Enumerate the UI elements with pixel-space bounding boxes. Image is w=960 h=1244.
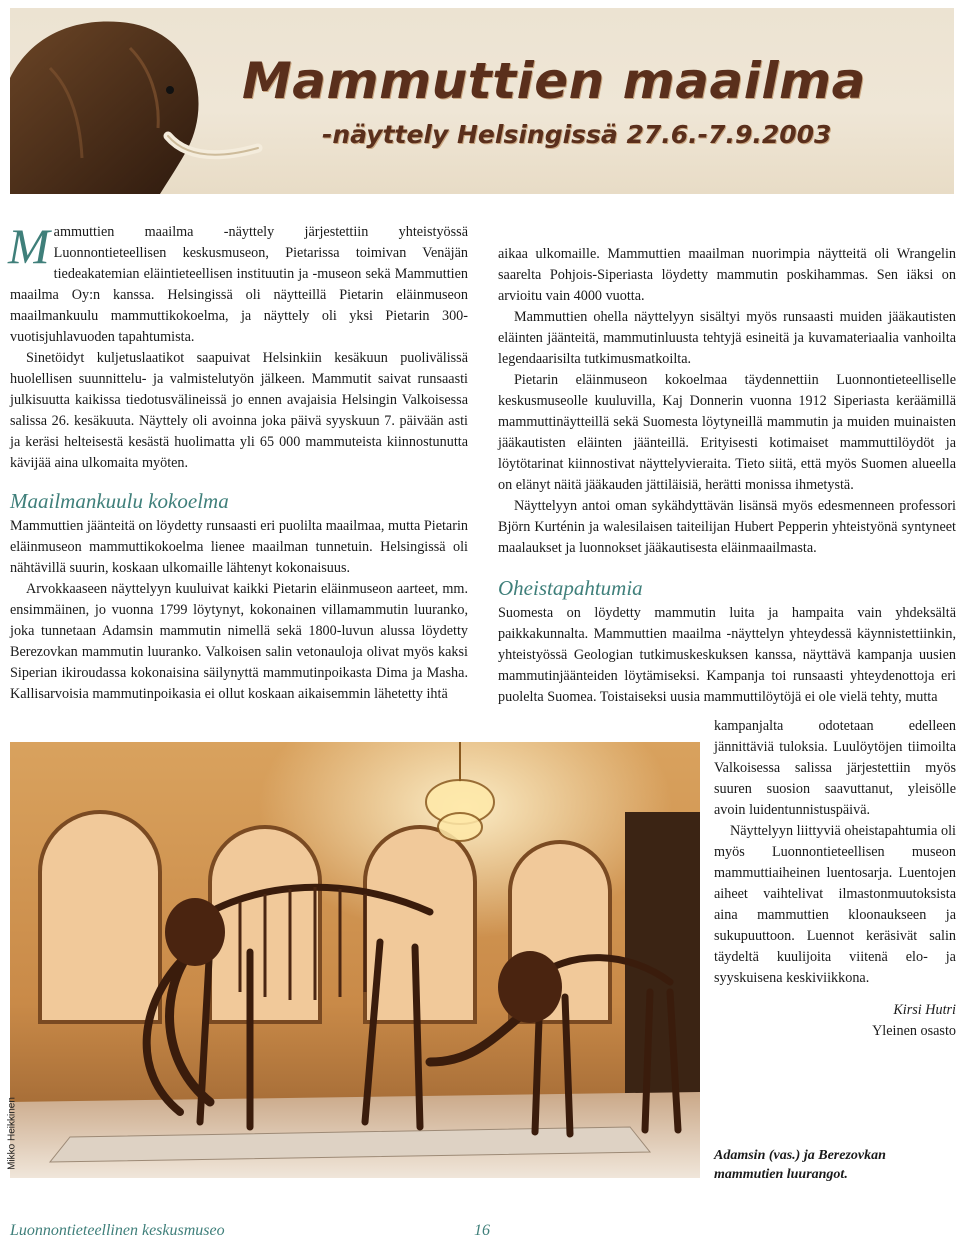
left-column <box>8 218 468 705</box>
paragraph: kampanjalta odotetaan edelleen jännittäviä tuloksia. Luulöytöjen tiimoilta Valkoisessa salissa järjestettiin myös suuren suosion saavuttanut, yleisölle avoin luidentunnistuspäivä. <box>714 718 956 818</box>
photo-credit: Mikko Heikkinen <box>6 1097 18 1170</box>
author-block <box>872 1000 956 1042</box>
drop-cap: M <box>8 218 50 274</box>
paragraph: aikaa ulkomaille. Mammuttien maailman nuorimpia näytteitä oli Wrangelin saarelta Pohjois-Siperiasta löydetty mammutin poskihammas. Sen iäksi on arvioitu vain 4000 vuotta. <box>498 246 956 304</box>
paragraph: Pietarin eläinmuseon kokoelmaa täydennettiin Luonnontieteelliselle keskusmuseolle kuuluvilla, Kaj Donnerin vuonna 1912 Siperiasta keräämillä mammuttinäytteillä sekä Suomesta löytyneillä mammutin ja muiden muinaisten jääkautisten eläinten jäänteillä. Erityisesti kotimaiset mammuttilöydöt ja löytötarinat kiinnostivat näyttelyvieraita. Tieto siitä, että myös Suomen alueella on elänyt näitä jääkauden jättiläisiä, herätti monissa ihmetystä. <box>498 372 956 493</box>
author-name: Kirsi Hutri <box>893 1002 956 1018</box>
intro-text: ammuttien maailma -näyttely järjestettiin yhteistyössä Luonnontieteellisen keskusmuseon, Pietarissa toimivan Venäjän tiedeakatemian eläintieteellisen instituutin ja -museon sekä Mammuttien maailma Oy:n kanssa. Helsingissä oli näytteillä Pietarin eläinmuseon maailmankuulu mammuttikokoelma, ja näyttely oli yksi Pietarin 300-vuotisjuhlavuoden tapahtumista. <box>10 224 468 345</box>
author-role: Yleinen osasto <box>872 1023 956 1039</box>
paragraph: Sinetöidyt kuljetuslaatikot saapuivat Helsinkiin kesäkuun puolivälissä huolellisen suunnittelu- ja valmistelutyön jälkeen. Mammutit saivat runsaasti julkisuutta kaikissa tiedotusvälineissä jo ennen avajaisia Helsingin Valkoisessa salissa 26. kesäkuuta. Näyttely oli avoinna joka päivä syyskuun 7. päivään asti ja keräsi helteisestä kesästä huolimatta yli 65 000 mammuteista kiinnostunutta kävijää aina ulkomaita myöten. <box>10 350 468 471</box>
section-heading: Maailmankuulu kokoelma <box>10 489 229 513</box>
paragraph: Mammuttien ohella näyttelyyn sisältyi myös runsaasti muiden jääkautisten eläinten jäänteitä, mammutinluusta tehtyjä esineitä ja kuvamateriaalia vanhoilta legendaarisilta tutkimusmatkoilta. <box>498 309 956 367</box>
photo-caption: Adamsin (vas.) ja Berezovkan mammutien luurangot. <box>714 1148 886 1182</box>
museum-photo <box>10 742 700 1178</box>
page-number: 16 <box>474 1222 490 1239</box>
paragraph: Näyttelyyn antoi oman sykähdyttävän lisänsä myös edesmenneen professori Björn Kurténin ja walesilaisen taiteilijan Hubert Pepperin yhteistyönä syntyneet maalaukset ja luonnokset jääkautisesta eläinmaailmasta. <box>498 498 956 556</box>
mammoth-skeletons-image <box>10 742 700 1178</box>
section-heading: Oheistapahtumia <box>498 576 643 600</box>
banner-subtitle: -näyttely Helsingissä 27.6.-7.9.2003 <box>322 120 832 149</box>
paragraph: Näyttelyyn liittyviä oheistapahtumia oli myös Luonnontieteellisen museon mammuttiaiheinen luentosarja. Luentojen aiheet vaihtelivat ilmastonmuutoksista aina mammuttien kloonaukseen ja sukupuuttoon. Luennot keräsivät salin täydeltä kuulijoita viitenä elo- ja syyskuisena keskiviikkona. <box>714 823 956 986</box>
paragraph: Mammuttien jäänteitä on löydetty runsaasti eri puolilta maailmaa, mutta Pietarin eläinmuseon mammuttikokoelma lienee maailman tunnetuin. Helsingissä oli nähtävillä suurin, koskaan ulkomaille lähtenyt kokonaisuus. <box>10 518 468 576</box>
wrap-column <box>714 716 956 989</box>
intro-paragraph <box>8 218 468 348</box>
banner-title: Mammuttien maailma <box>242 52 866 110</box>
right-column <box>498 244 956 708</box>
paragraph: Arvokkaaseen näyttelyyn kuuluivat kaikki Pietarin eläinmuseon aarteet, mm. ensimmäinen, jo vuonna 1799 löytynyt, kokonainen villamammutin luuranko, joka tunnetaan Adamsin mammutin nimellä sekä 1800-luvun alussa löydetty Berezovkan mammutin luuranko. Valkoisen salin vetonauloja olivat myös kaksi Siperian ikiroudassa kokonaisina säilynyttä mammutinpoikasta Dima ja Masha. Kallisarvoisia mammutinpoikasia ei ollut koskaan aikaisemmin lähetetty ihtä <box>10 581 468 702</box>
footer-publication: Luonnontieteellinen keskusmuseo <box>10 1222 225 1239</box>
paragraph: Suomesta on löydetty mammutin luita ja hampaita vain yhdeksältä paikkakunnalta. Mammuttien maailma -näyttelyn yhteydessä käynnistettiinkin, yhteistyössä Geologian tutkimuskeskuksen kanssa, näyttävä kampanja uusien mammutinjäänteiden löytämiseksi. Kampanja toi runsaasti yhteydenottoja eri puolelta Suomea. Toistaiseksi uusia mammuttilöytöjä ei ole vielä tehty, mutta <box>498 605 956 705</box>
header-banner <box>10 8 954 194</box>
